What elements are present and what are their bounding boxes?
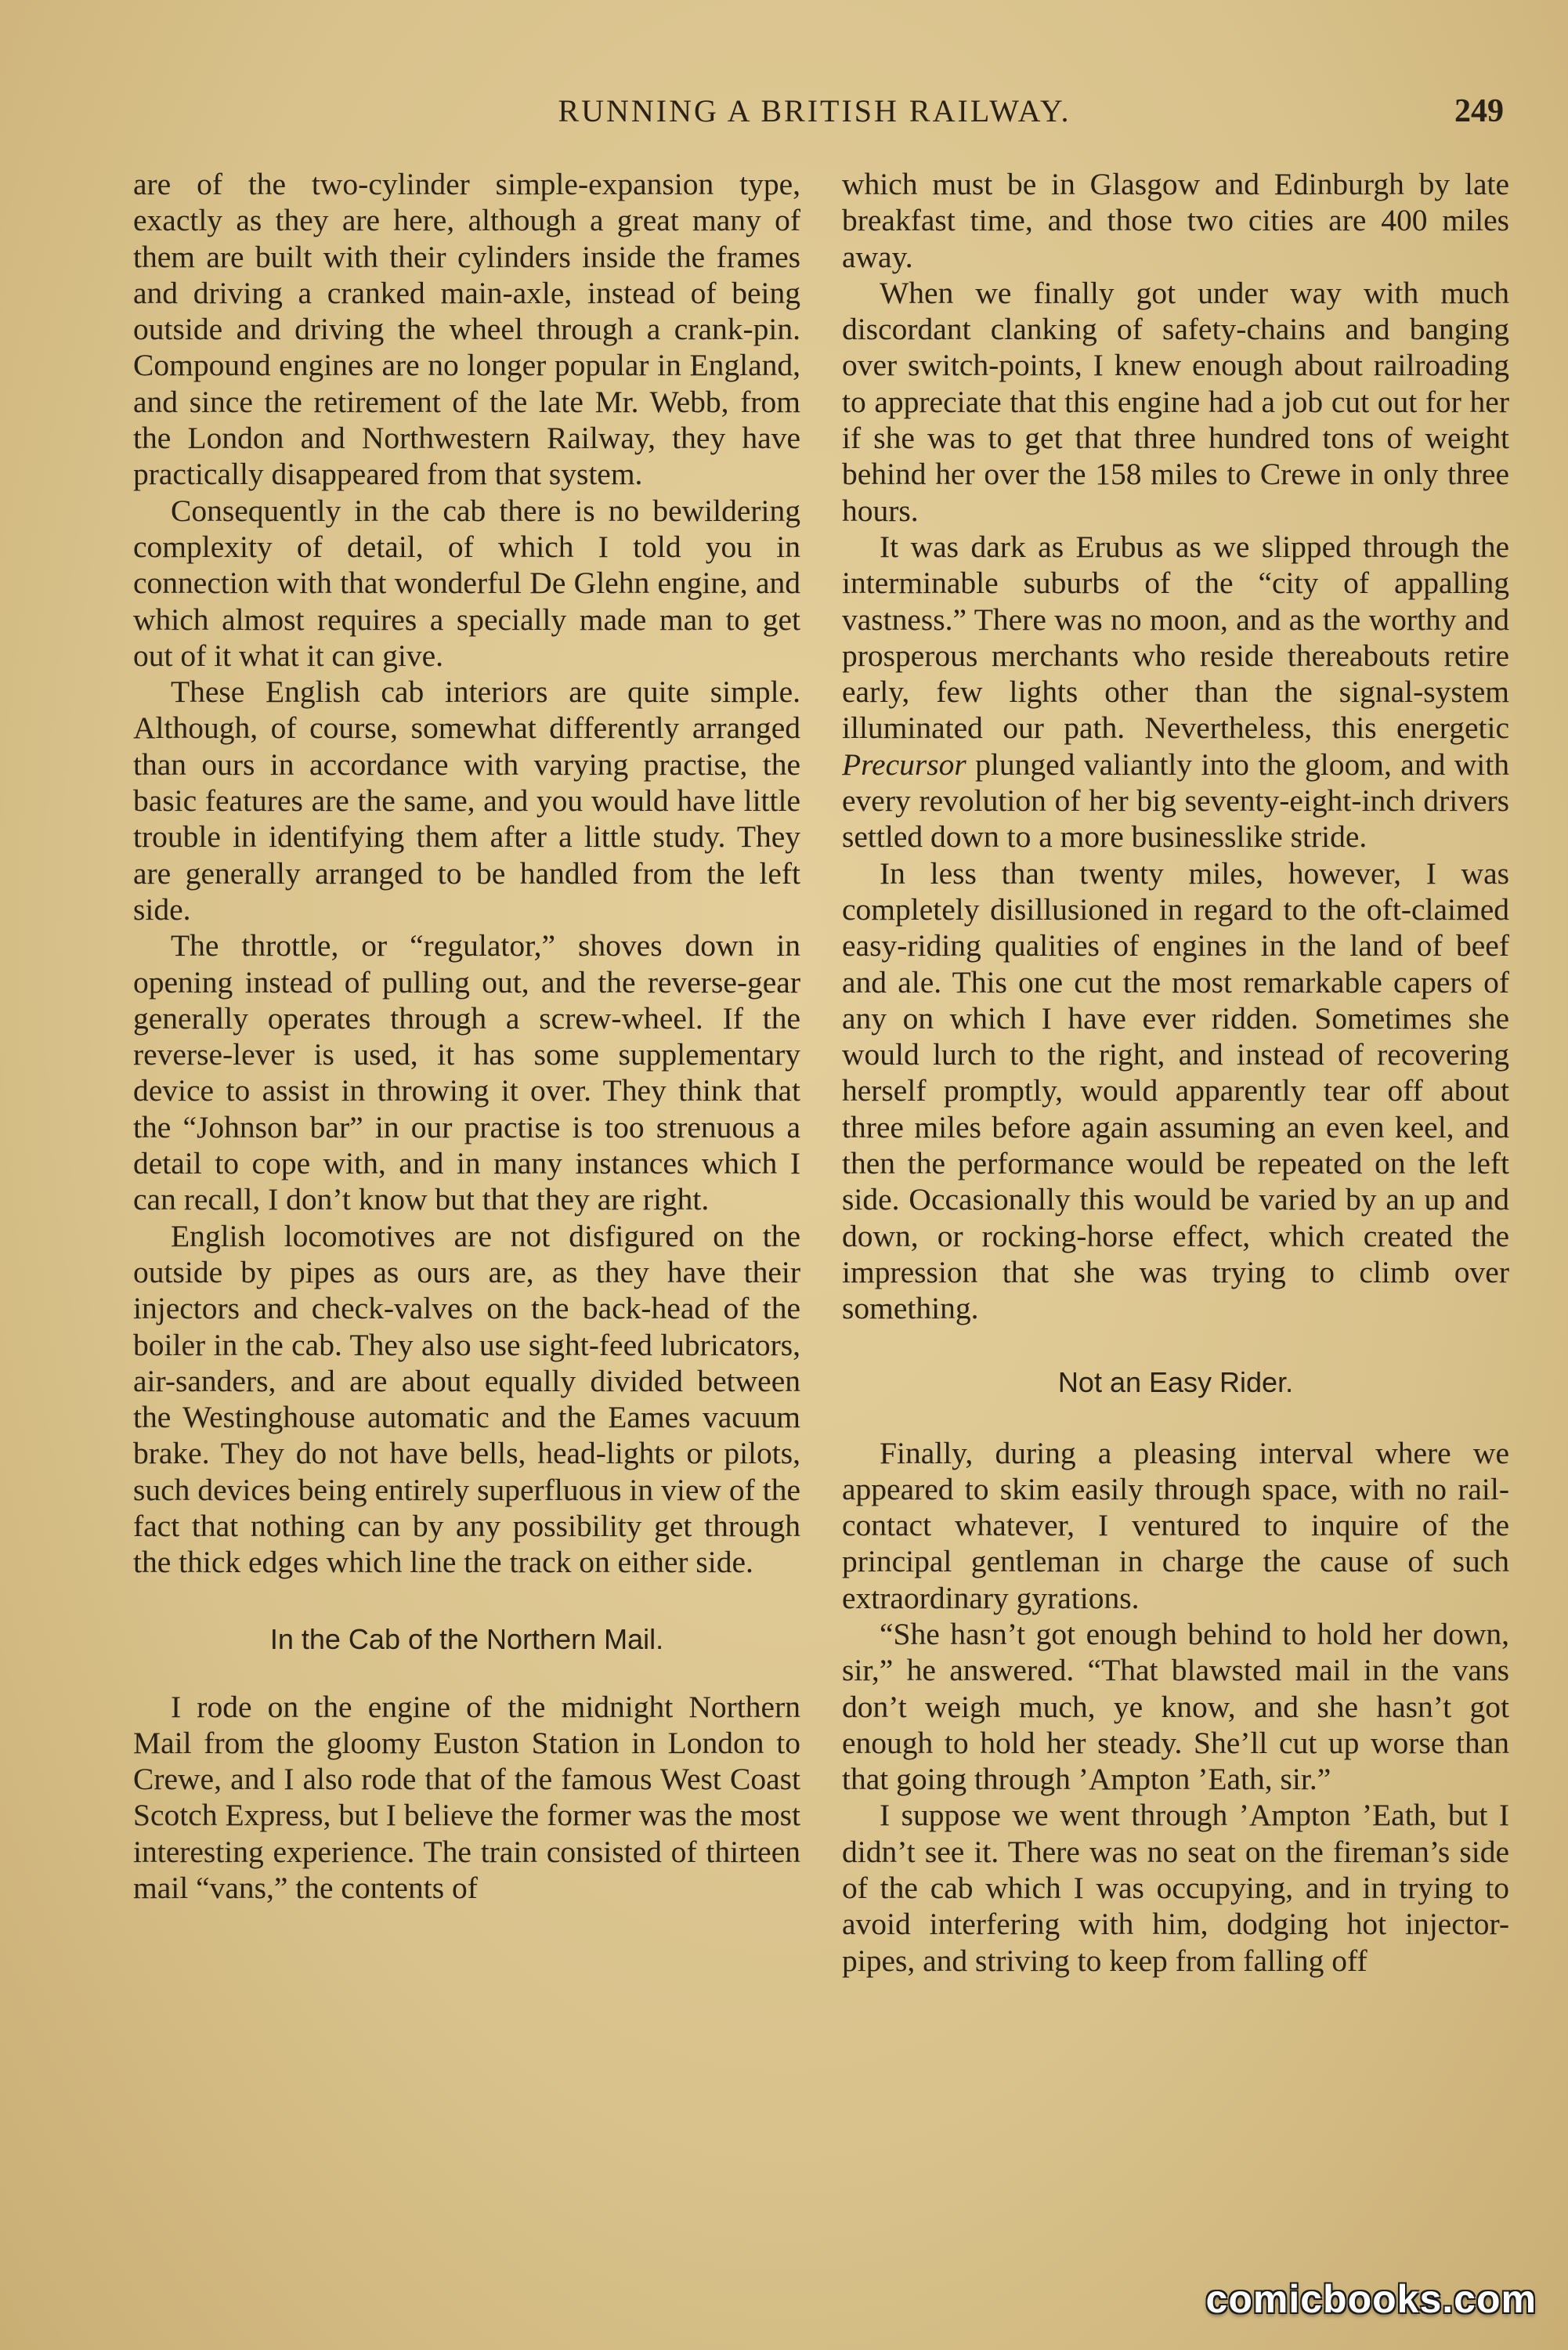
text-run: It was dark as Erubus as we slipped through the interminable suburbs of the “city of appalling vastness.” There was no moon, and as the worthy and prosperous merchants who reside thereabouts retire early, few lights other than the signal-system illuminated our path. Nevertheless, this energetic — [842, 529, 1509, 746]
section-heading: Not an Easy Rider. — [1057, 1365, 1294, 1398]
engine-name: Precursor — [842, 747, 966, 782]
paragraph: Consequently in the cab there is no bewildering complexity of detail, of which I told you in connection with that wonderful De Glehn engine, and which almost requires a specially made man to get out of it what it can give. — [133, 493, 800, 673]
paragraph: “She hasn’t got enough behind to hold her down, sir,” he answered. “That blawsted mail in the vans don’t weigh much, ye know, and she hasn’t got enough to hold her steady. She’ll cut up worse than that going through ’Ampton ’Eath, sir.” — [842, 1616, 1509, 1797]
paragraph: When we finally got under way with much discordant clanking of safety-chains and banging over switch-points, I knew enough about railroading to appreciate that this engine had a job cut out for her if she was to get that three hundred tons of weight behind her over the 158 miles to Crewe in only three hours. — [842, 275, 1509, 528]
right-column — [842, 166, 1509, 2281]
left-column — [133, 166, 800, 2281]
paragraph: Finally, during a pleasing interval where we appeared to skim easily through space, with no rail-contact whatever, I ventured to inquire of the principal gentleman in charge the cause of such extraordinary gyrations. — [842, 1435, 1509, 1615]
paragraph: English locomotives are not disfigured on the outside by pipes as ours are, as they have their injectors and check-valves on the back-head of the boiler in the cab. They also use sight-feed lubricators, air-sanders, and are about equally divided between the Westinghouse automatic and the Eames vacuum brake. They do not have bells, head-lights or pilots, such devices being entirely superfluous in view of the fact that nothing can by any possibility get through the thick edges which line the track on either side. — [133, 1218, 800, 1580]
paragraph: The throttle, or “regulator,” shoves down in opening instead of pulling out, and the reverse-gear generally operates through a screw-wheel. If the reverse-lever is used, it has some supplementary device to assist in throwing it over. They think that the “Johnson bar” in our practise is too strenuous a detail to cope with, and in many instances which I can recall, I don’t know but that they are right. — [133, 928, 800, 1217]
watermark: comicbooks.com — [1205, 2277, 1537, 2321]
paragraph: In less than twenty miles, however, I was completely disillusioned in regard to the oft-claimed easy-riding qualities of engines in the land of beef and ale. This one cut the most remarkable capers of any on which I have ever ridden. Sometimes she would lurch to the right, and instead of recovering herself promptly, would apparently tear off about three miles before again assuming an even keel, and then the performance would be repeated on the left side. Occasionally this would be varied by an up and down, or rocking-horse effect, which created the impression that she was trying to climb over something. — [842, 855, 1509, 1326]
paragraph — [842, 529, 1509, 855]
page-number: 249 — [1454, 93, 1504, 129]
paragraph: I suppose we went through ’Ampton ’Eath, but I didn’t see it. There was no seat on the fireman’s side of the cab which I was occupying, and in trying to avoid interfering with him, dodging hot injector-pipes, and striving to keep from falling off — [842, 1798, 1509, 1978]
running-head: RUNNING A BRITISH RAILWAY. — [558, 93, 1071, 128]
paragraph: These English cab interiors are quite simple. Although, of course, somewhat differently arranged than ours in accordance with varying practise, the basic features are the same, and you would have little trouble in identifying them after a little study. They are generally arranged to be handled from the left side. — [133, 674, 800, 927]
paragraph: are of the two-cylinder simple-expansion type, exactly as they are here, although a great many of them are built with their cylinders inside the frames and driving a cranked main-axle, instead of being outside and driving the wheel through a crank-pin. Compound engines are no longer popular in England, and since the retirement of the late Mr. Webb, from the London and Northwestern Railway, they have practically disappeared from that system. — [133, 167, 800, 492]
page-header — [125, 88, 1504, 135]
paragraph: which must be in Glasgow and Edinburgh by late breakfast time, and those two cities are 400 miles away. — [842, 167, 1509, 274]
text-run: plunged valiantly into the gloom, and with every revolution of her big seventy-eight-inch drivers settled down to a more businesslike stride. — [842, 747, 1509, 855]
paragraph: I rode on the engine of the midnight Northern Mail from the gloomy Euston Station in London to Crewe, and I also rode that of the famous West Coast Scotch Express, but I believe the former was the most interesting experience. The train consisted of thirteen mail “vans,” the contents of — [133, 1689, 800, 1906]
section-heading: In the Cab of the Northern Mail. — [269, 1622, 664, 1655]
